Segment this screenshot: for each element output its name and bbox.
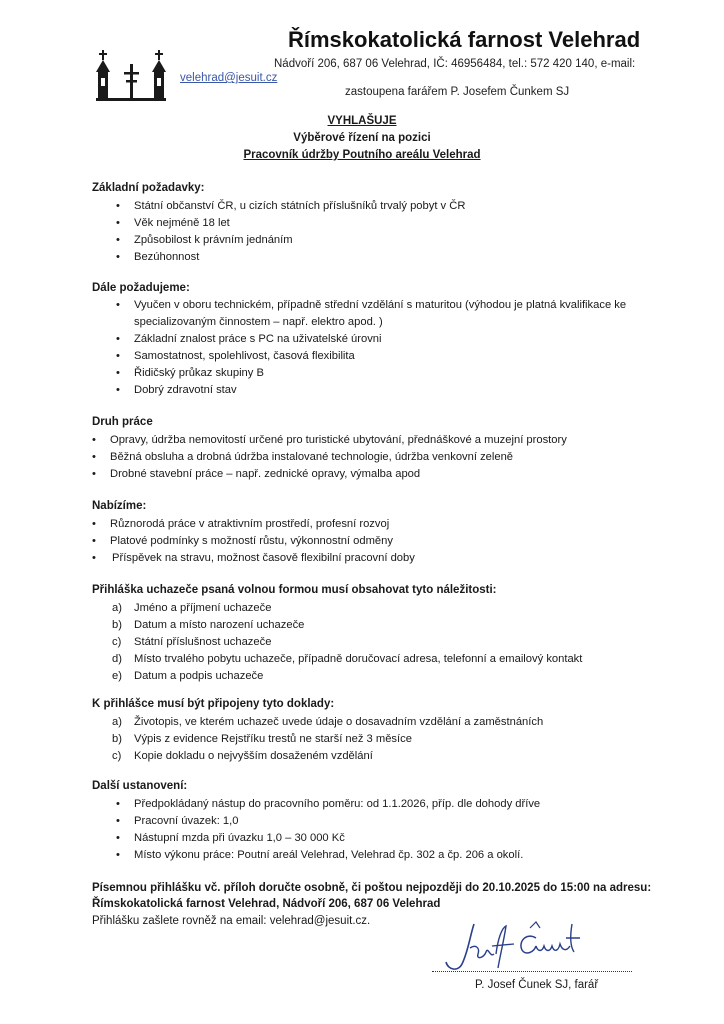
list-marker: • [116,251,120,263]
list-item [0,748,724,765]
list-item [0,331,724,348]
section-title-other: Další ustanovení: [92,780,188,792]
list-item [0,550,724,567]
list-marker: • [116,815,120,827]
list-item-text: Jméno a příjmení uchazeče [134,602,272,614]
list-marker: c) [112,750,122,762]
list-item [0,297,724,331]
list-item [0,449,724,466]
list-item-text: Dobrý zdravotní stav [134,384,237,396]
list-item [0,348,724,365]
list-marker: • [116,798,120,810]
list-item-text: Pracovní úvazek: 1,0 [134,815,239,827]
list-item [0,796,724,813]
list-item-text: Předpokládaný nástup do pracovního poměru: od 1.1.2026, příp. dle dohody dříve [134,798,541,810]
list-item [0,232,724,249]
list-item [0,651,724,668]
list-item-text: Státní příslušnost uchazeče [134,636,272,648]
section-title-work: Druh práce [92,416,153,428]
parish-title: Římskokatolická farnost Velehrad [288,27,641,52]
list-item [0,215,724,232]
list-item-text: Drobné stavební práce – např. zednické opravy, výmalba apod [110,468,421,480]
list-item [0,382,724,399]
list-basic [0,198,724,266]
list-item [0,813,724,830]
signature-image [440,918,590,976]
list-item-text: Příspěvek na stravu, možnost časově flexibilní pracovní doby [112,552,415,564]
section-title-offer: Nabízíme: [92,500,147,512]
announcement-heading: VYHLAŠUJE [327,115,397,127]
list-documents [0,714,724,765]
list-item [0,600,724,617]
list-item [0,731,724,748]
list-item-text: Státní občanství ČR, u cizích státních příslušníků trvalý pobyt v ČR [134,200,466,212]
section-title-documents: K přihlášce musí být připojeny tyto doklady: [92,698,335,710]
list-item [0,198,724,215]
list-marker: • [116,832,120,844]
footer-email-note: Přihlášku zašlete rovněž na email: velehrad@jesuit.cz. [92,915,371,927]
list-other [0,796,724,864]
list-item [0,668,724,685]
list-marker: • [116,350,120,362]
list-item-text: Místo trvalého pobytu uchazeče, případně doručovací adresa, telefonní a emailový kontakt [134,653,583,665]
list-item-text: Samostatnost, spolehlivost, časová flexibilita [134,350,355,362]
list-item-text: Různorodá práce v atraktivním prostředí, profesní rozvoj [110,518,390,530]
list-item [0,533,724,550]
list-item [0,249,724,266]
list-item [0,847,724,864]
list-work [0,432,724,483]
section-title-application: Přihláška uchazeče psaná volnou formou musí obsahovat tyto náležitosti: [92,584,497,596]
footer-deadline: Písemnou přihlášku vč. příloh doručte osobně, či poštou nejpozději do 20.10.2025 do 15:00 na adresu: [92,882,652,894]
list-item-text: Bezúhonnost [134,251,200,263]
list-item-text: Platové podmínky s možností růstu, výkonnostní odměny [110,535,393,547]
list-item-text: Místo výkonu práce: Poutní areál Velehrad, Velehrad čp. 302 a čp. 206 a okolí. [134,849,524,861]
footer-address: Římskokatolická farnost Velehrad, Nádvoří 206, 687 06 Velehrad [92,898,441,910]
signer-name: P. Josef Čunek SJ, farář [475,979,599,991]
list-item-text: Výpis z evidence Rejstříku trestů ne starší než 3 měsíce [134,733,412,745]
list-marker: • [92,535,96,547]
list-marker: a) [112,602,122,614]
list-item-text: Řidičský průkaz skupiny B [134,367,264,379]
list-marker: • [92,451,96,463]
list-item-text: Běžná obsluha a drobná údržba instalované technologie, údržba venkovní zeleně [110,451,514,463]
list-marker: • [92,552,96,564]
list-item-text: Datum a místo narození uchazeče [134,619,305,631]
section-title-further: Dále požadujeme: [92,282,190,294]
list-item [0,466,724,483]
list-item-text: Opravy, údržba nemovitostí určené pro turistické ubytování, přednáškové a muzejní prostory [110,434,567,446]
list-further [0,297,724,399]
parish-email-link[interactable]: velehrad@jesuit.cz [180,72,278,84]
parish-address: Nádvoří 206, 687 06 Velehrad, IČ: 46956484, tel.: 572 420 140, e-mail: [274,58,636,70]
list-item [0,617,724,634]
list-item [0,432,724,449]
list-item-text: Životopis, ve kterém uchazeč uvede údaje o dosavadním vzdělání a zaměstnáních [134,716,544,728]
list-item-text: Vyučen v oboru technickém, případně střední vzdělání s maturitou (výhodou je platná kvalifikace ke specializovaným činnostem – např. elektro apod. ) [134,299,627,328]
list-item-text: Kopie dokladu o nejvyšším dosaženém vzdělání [134,750,373,762]
list-marker: • [116,217,120,229]
list-marker: • [116,367,120,379]
list-item-text: Způsobilost k právním jednáním [134,234,293,246]
list-marker: a) [112,716,122,728]
list-item [0,634,724,651]
list-item-text: Základní znalost práce s PC na uživatelské úrovni [134,333,382,345]
list-item-text: Datum a podpis uchazeče [134,670,264,682]
list-marker: • [92,468,96,480]
list-marker: e) [112,670,122,682]
announcement-subheading: Výběrové řízení na pozici [293,132,431,144]
list-application [0,600,724,685]
list-marker: d) [112,653,122,665]
list-item [0,830,724,847]
list-marker: • [116,234,120,246]
list-item [0,714,724,731]
list-marker: b) [112,619,122,631]
list-item [0,516,724,533]
list-item-text: Věk nejméně 18 let [134,217,230,229]
list-marker: • [116,299,120,311]
position-title: Pracovník údržby Poutního areálu Velehrad [243,149,481,161]
list-offer [0,516,724,567]
list-marker: • [92,518,96,530]
list-item [0,365,724,382]
list-marker: • [116,384,120,396]
list-item-text: Nástupní mzda při úvazku 1,0 – 30 000 Kč [134,832,345,844]
section-title-basic: Základní požadavky: [92,182,205,194]
list-marker: • [116,200,120,212]
list-marker: • [116,333,120,345]
represented-by: zastoupena farářem P. Josefem Čunkem SJ [345,86,570,98]
church-logo-icon [94,28,170,106]
list-marker: b) [112,733,122,745]
list-marker: c) [112,636,122,648]
list-marker: • [116,849,120,861]
signature-line [432,971,632,972]
list-marker: • [92,434,96,446]
